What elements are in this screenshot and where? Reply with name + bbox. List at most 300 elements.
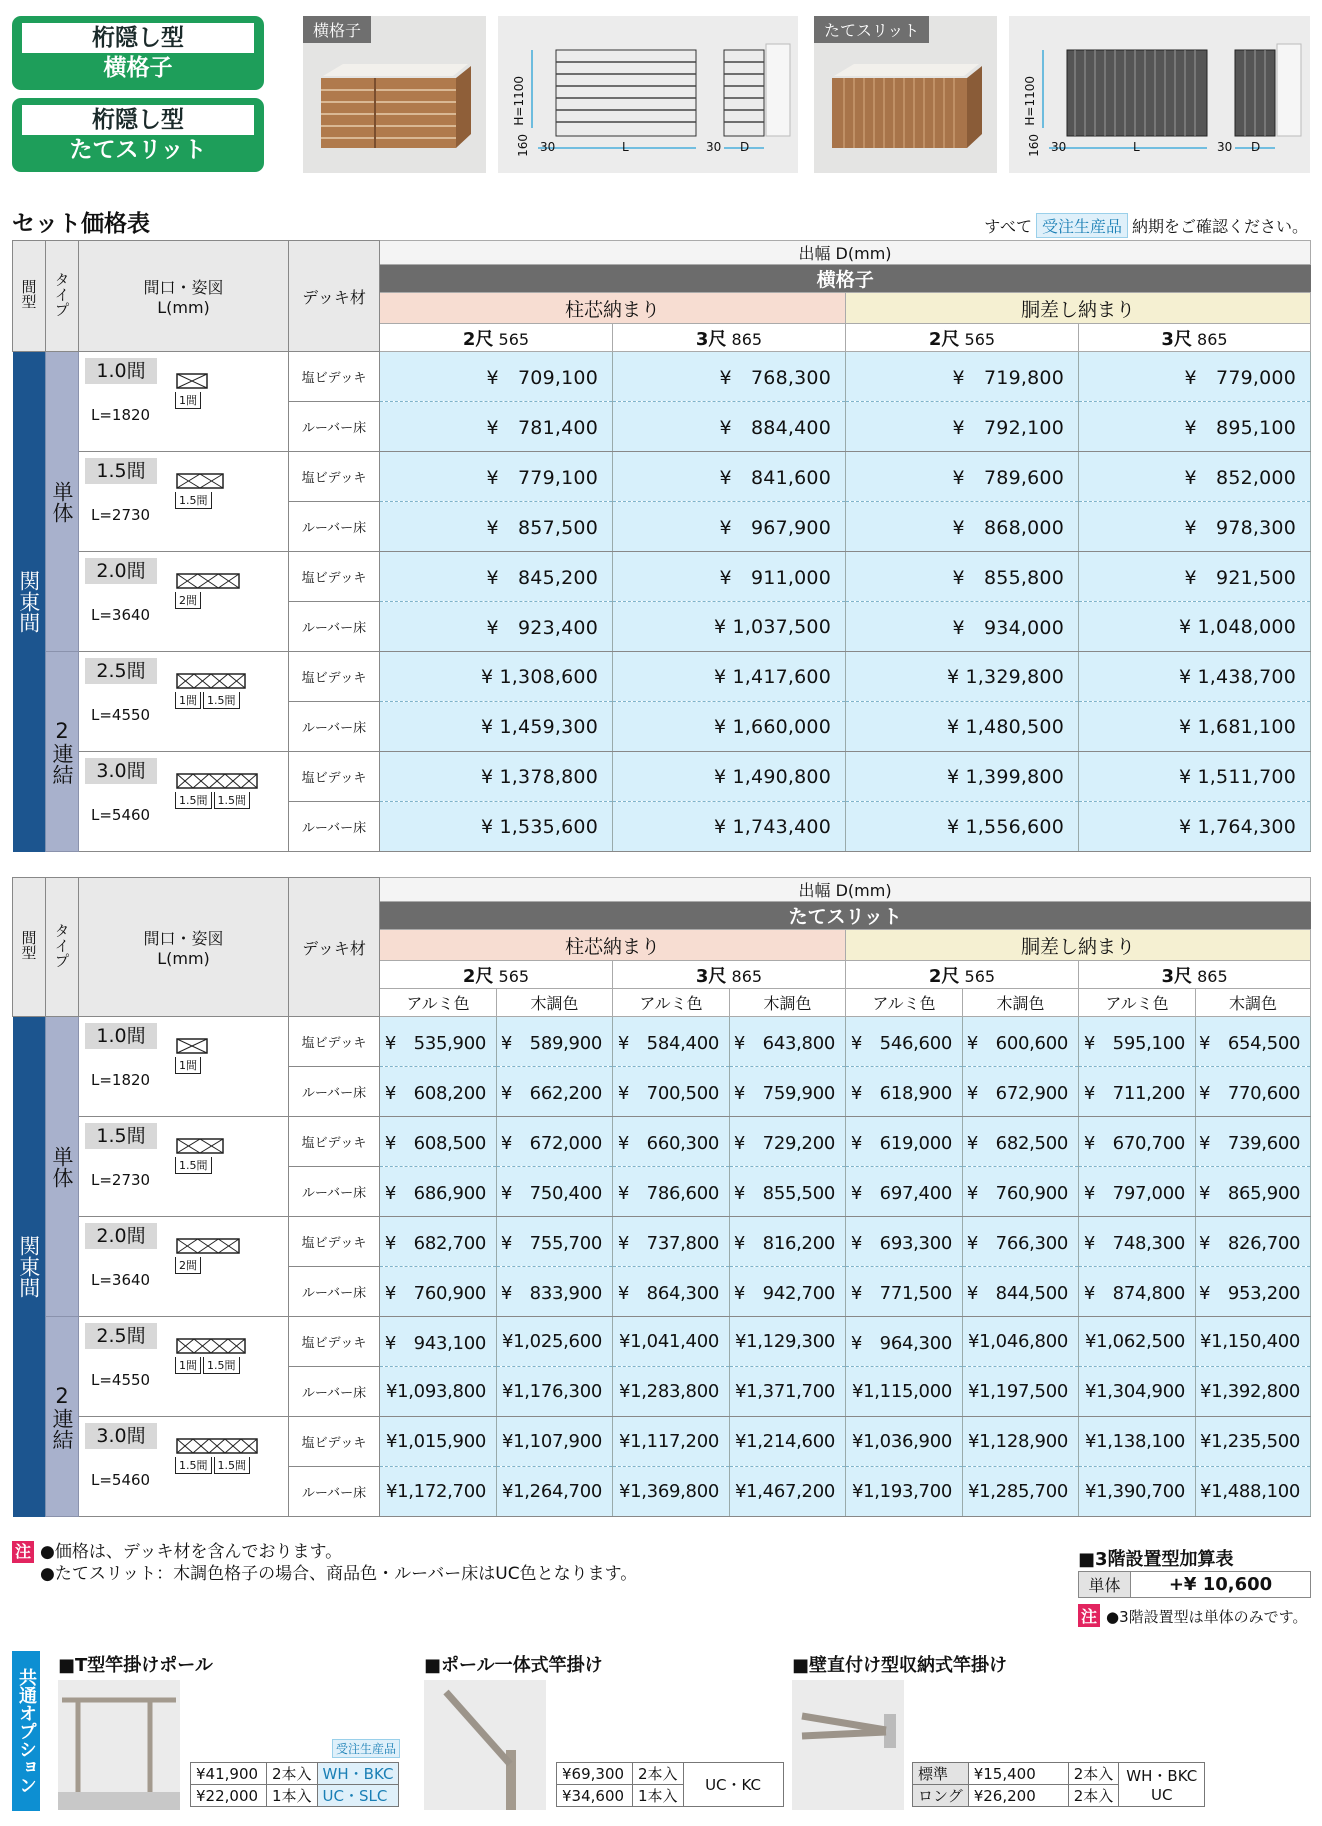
price-cell: ¥1,172,700 <box>380 1467 497 1517</box>
deck-type: 塩ビデッキ <box>289 552 380 602</box>
price-cell: ¥ 964,300 <box>846 1317 963 1367</box>
dim-l: L <box>1133 140 1140 154</box>
price-cell: ¥ 737,800 <box>613 1217 730 1267</box>
span-labels <box>175 592 201 609</box>
price-cell: ¥ 865,900 <box>1196 1167 1311 1217</box>
deck-type: ルーバー床 <box>289 1267 380 1317</box>
addon-value: +¥ 10,600 <box>1131 1572 1311 1598</box>
span-label: 1.5間 <box>175 1157 212 1174</box>
color-2: UC <box>1151 1786 1173 1804</box>
price-cell: ¥ 618,900 <box>846 1067 963 1117</box>
price-cell: ¥ 755,700 <box>497 1217 613 1267</box>
price-cell: ¥ 608,500 <box>380 1117 497 1167</box>
price-cell: ¥ 619,000 <box>846 1117 963 1167</box>
body-header: 胴差し納まり <box>846 293 1311 324</box>
price-cell: ¥ 911,000 <box>613 552 846 602</box>
price-cell: ¥1,025,600 <box>497 1317 613 1367</box>
price-cell: ¥ 711,200 <box>1079 1067 1196 1117</box>
color-col-header: アルミ色 <box>1079 989 1196 1017</box>
price-cell: ¥ 1,681,100 <box>1079 702 1311 752</box>
price-cell: ¥1,176,300 <box>497 1367 613 1417</box>
price-cell: ¥ 857,500 <box>380 502 613 552</box>
size-length: L=4550 <box>91 706 151 724</box>
span-label: 2間 <box>175 592 201 609</box>
tag-line1: 桁隠し型 <box>22 23 254 53</box>
pole-integrated-price-table <box>556 1762 784 1807</box>
price-cell: ¥ 1,743,400 <box>613 802 846 852</box>
col-head-subtype: タイプ <box>46 878 79 1017</box>
color-1: WH・BKC <box>1126 1767 1198 1785</box>
price-cell: ¥ 660,300 <box>613 1117 730 1167</box>
addon-title: ■3階設置型加算表 <box>1078 1549 1234 1570</box>
deck-type: ルーバー床 <box>289 402 380 452</box>
dim-base: 160 <box>516 134 530 157</box>
color: WH・BKC <box>317 1763 399 1785</box>
qty: 2本入 <box>1068 1763 1119 1785</box>
col-head-size: 間口・姿図 L(mm) <box>79 878 289 1017</box>
price-cell: ¥ 895,100 <box>1079 402 1311 452</box>
body-header: 胴差し納まり <box>846 930 1311 961</box>
size-label: 2.5間 <box>85 1323 157 1349</box>
single-label: 単体 <box>46 352 79 652</box>
deck-type: 塩ビデッキ <box>289 1017 380 1067</box>
price-cell: ¥ 943,100 <box>380 1317 497 1367</box>
size-label: 1.5間 <box>85 458 157 484</box>
note-1: ●価格は、デッキ材を含んでおります。 <box>40 1542 343 1562</box>
deck-type: 塩ビデッキ <box>289 1117 380 1167</box>
price-cell: ¥1,128,900 <box>963 1417 1079 1467</box>
size-cell <box>79 1217 289 1317</box>
double-label: 2連結 <box>46 652 79 852</box>
color-col-header: 木調色 <box>497 989 613 1017</box>
price-cell: ¥ 855,500 <box>730 1167 846 1217</box>
depth-header: 出幅 D(mm) <box>380 878 1311 902</box>
style-header: 横格子 <box>380 265 1311 293</box>
span-label: 1.5間 <box>203 692 240 709</box>
price-cell: ¥1,214,600 <box>730 1417 846 1467</box>
price-cell: ¥1,488,100 <box>1196 1467 1311 1517</box>
deck-type: 塩ビデッキ <box>289 452 380 502</box>
col-head-deck: デッキ材 <box>289 241 380 352</box>
price-cell: ¥ 1,438,700 <box>1079 652 1311 702</box>
size-label: 2.0間 <box>85 1223 157 1249</box>
size-cell <box>79 1417 289 1517</box>
order-note <box>984 213 1308 238</box>
price-cell: ¥ 845,200 <box>380 552 613 602</box>
dim-left: 30 <box>540 140 556 154</box>
price-cell: ¥ 643,800 <box>730 1017 846 1067</box>
wall-hanger-image <box>792 1680 904 1810</box>
size-cell <box>79 1317 289 1417</box>
color-col-header: アルミ色 <box>613 989 730 1017</box>
price: ¥22,000 <box>191 1785 267 1807</box>
t-pole-icon <box>58 1680 180 1810</box>
price-cell: ¥1,304,900 <box>1079 1367 1196 1417</box>
price-cell: ¥ 1,480,500 <box>846 702 1079 752</box>
pole-integrated-icon <box>424 1680 546 1810</box>
color <box>1119 1763 1205 1807</box>
price-cell: ¥ 771,500 <box>846 1267 963 1317</box>
price-cell: ¥ 535,900 <box>380 1017 497 1067</box>
depth-col-header: 3尺 865 <box>613 324 846 352</box>
span-label: 1間 <box>175 1057 201 1074</box>
deck-type: 塩ビデッキ <box>289 1417 380 1467</box>
price-cell: ¥ 868,000 <box>846 502 1079 552</box>
dim-left: 30 <box>1051 140 1067 154</box>
diagram-horizontal <box>498 16 798 173</box>
color-col-header: 木調色 <box>1196 989 1311 1017</box>
price-cell: ¥1,369,800 <box>613 1467 730 1517</box>
price-cell: ¥1,392,800 <box>1196 1367 1311 1417</box>
span-labels <box>175 692 240 709</box>
price-cell: ¥ 600,600 <box>963 1017 1079 1067</box>
dim-d: D <box>740 140 750 154</box>
span-label: 1間 <box>175 692 201 709</box>
span-labels <box>175 392 201 409</box>
price-cell: ¥1,062,500 <box>1079 1317 1196 1367</box>
span-label: 1.5間 <box>175 1457 212 1474</box>
price-cell: ¥ 700,500 <box>613 1067 730 1117</box>
price-cell: ¥ 589,900 <box>497 1017 613 1067</box>
price-cell: ¥ 697,400 <box>846 1167 963 1217</box>
size-length: L=1820 <box>91 406 151 424</box>
span-labels <box>175 1057 201 1074</box>
wall-hanger-icon <box>792 1680 904 1810</box>
wall-price-table <box>912 1762 1205 1807</box>
span-label: 2間 <box>175 1257 201 1274</box>
deck-type: 塩ビデッキ <box>289 1317 380 1367</box>
price: ¥41,900 <box>191 1763 267 1785</box>
dim-right: 30 <box>706 140 722 154</box>
deck-type: ルーバー床 <box>289 1467 380 1517</box>
made-to-order-badge: 受注生産品 <box>1036 213 1128 238</box>
price-cell: ¥ 1,490,800 <box>613 752 846 802</box>
size-cell <box>79 752 289 852</box>
span-label: 1.5間 <box>175 792 212 809</box>
tag-line2: 横格子 <box>103 55 173 81</box>
t-pole-price-table <box>190 1762 399 1807</box>
color-col-header: アルミ色 <box>846 989 963 1017</box>
price-cell: ¥ 584,400 <box>613 1017 730 1067</box>
price-cell: ¥ 766,300 <box>963 1217 1079 1267</box>
photo-slit <box>814 16 997 173</box>
price-cell: ¥ 978,300 <box>1079 502 1311 552</box>
style-header: たてスリット <box>380 902 1311 930</box>
price-cell: ¥1,117,200 <box>613 1417 730 1467</box>
section-title: セット価格表 <box>12 211 150 237</box>
size-length: L=5460 <box>91 1471 151 1489</box>
depth-col-header: 2尺 565 <box>380 961 613 989</box>
price-cell: ¥1,197,500 <box>963 1367 1079 1417</box>
note-pre: すべて <box>984 217 1032 236</box>
price-cell: ¥1,115,000 <box>846 1367 963 1417</box>
double-label: 2連結 <box>46 1317 79 1517</box>
price-cell: ¥1,107,900 <box>497 1417 613 1467</box>
size-cell <box>79 452 289 552</box>
price: ¥34,600 <box>557 1785 633 1807</box>
size-cell <box>79 552 289 652</box>
size-cell <box>79 652 289 752</box>
price-cell: ¥1,235,500 <box>1196 1417 1311 1467</box>
size-cell <box>79 1117 289 1217</box>
price-cell: ¥ 841,600 <box>613 452 846 502</box>
col-head-subtype: タイプ <box>46 241 79 352</box>
note-mark: 注 <box>1078 1604 1100 1627</box>
size-label: 2.0間 <box>85 558 157 584</box>
depth-col-header: 3尺 865 <box>1079 961 1311 989</box>
deck-type: ルーバー床 <box>289 1167 380 1217</box>
dim-h: H=1100 <box>1023 76 1037 126</box>
span-label: 1.5間 <box>175 492 212 509</box>
deck-type: ルーバー床 <box>289 802 380 852</box>
price-cell: ¥ 1,329,800 <box>846 652 1079 702</box>
price-cell: ¥ 693,300 <box>846 1217 963 1267</box>
price-cell: ¥ 874,800 <box>1079 1267 1196 1317</box>
price-cell: ¥ 768,300 <box>613 352 846 402</box>
price-cell: ¥ 816,200 <box>730 1217 846 1267</box>
price-table-horizontal <box>12 240 1311 852</box>
deck-type: ルーバー床 <box>289 1067 380 1117</box>
size-length: L=3640 <box>91 1271 151 1289</box>
span-label: 1.5間 <box>214 1457 251 1474</box>
price-cell: ¥ 855,800 <box>846 552 1079 602</box>
price-cell: ¥ 1,037,500 <box>613 602 846 652</box>
deck-type: ルーバー床 <box>289 702 380 752</box>
deck-type: 塩ビデッキ <box>289 352 380 402</box>
photo-label: 横格子 <box>303 16 371 43</box>
size-label: 1.5間 <box>85 1123 157 1149</box>
price-cell: ¥ 797,000 <box>1079 1167 1196 1217</box>
photo-horizontal <box>303 16 486 173</box>
span-labels <box>175 1457 250 1474</box>
depth-col-header: 3尺 865 <box>1079 324 1311 352</box>
price-cell: ¥1,138,100 <box>1079 1417 1196 1467</box>
price-cell: ¥ 595,100 <box>1079 1017 1196 1067</box>
price-cell: ¥ 719,800 <box>846 352 1079 402</box>
price-cell: ¥1,015,900 <box>380 1417 497 1467</box>
notes <box>12 1541 637 1585</box>
dim-h: H=1100 <box>512 76 526 126</box>
price-cell: ¥ 852,000 <box>1079 452 1311 502</box>
span-labels <box>175 792 250 809</box>
price-cell: ¥ 1,417,600 <box>613 652 846 702</box>
price-cell: ¥ 1,378,800 <box>380 752 613 802</box>
depth-col-header: 2尺 565 <box>846 324 1079 352</box>
dim-right: 30 <box>1217 140 1233 154</box>
span-label: 1.5間 <box>214 792 251 809</box>
size-length: L=2730 <box>91 1171 151 1189</box>
addon-label: 単体 <box>1079 1572 1131 1598</box>
price-cell: ¥ 833,900 <box>497 1267 613 1317</box>
price-cell: ¥1,150,400 <box>1196 1317 1311 1367</box>
price-cell: ¥1,264,700 <box>497 1467 613 1517</box>
price-cell: ¥ 759,900 <box>730 1067 846 1117</box>
grade: ロング <box>913 1785 969 1807</box>
col-head-size: 間口・姿図 L(mm) <box>79 241 289 352</box>
size-label: 1.0間 <box>85 358 157 384</box>
size-cell <box>79 1017 289 1117</box>
single-label: 単体 <box>46 1017 79 1317</box>
dim-base: 160 <box>1027 134 1041 157</box>
qty: 1本入 <box>267 1785 318 1807</box>
price-cell: ¥1,283,800 <box>613 1367 730 1417</box>
price-cell: ¥ 682,700 <box>380 1217 497 1267</box>
option-wall-title: ■壁直付け型収納式竿掛け <box>792 1655 1008 1676</box>
price-cell: ¥ 1,556,600 <box>846 802 1079 852</box>
deck-type: ルーバー床 <box>289 502 380 552</box>
note-2: ●たてスリット：木調色格子の場合、商品色・ルーバー床はUC色となります。 <box>40 1564 638 1584</box>
price-cell: ¥ 670,700 <box>1079 1117 1196 1167</box>
price-cell: ¥ 760,900 <box>380 1267 497 1317</box>
size-length: L=3640 <box>91 606 151 624</box>
diagram-slit <box>1009 16 1310 173</box>
grade: 標準 <box>913 1763 969 1785</box>
price-cell: ¥ 779,000 <box>1079 352 1311 402</box>
price-cell: ¥ 942,700 <box>730 1267 846 1317</box>
span-label: 1間 <box>175 1357 201 1374</box>
price-cell: ¥ 739,600 <box>1196 1117 1311 1167</box>
tag-slit <box>12 98 264 172</box>
price-cell: ¥ 672,900 <box>963 1067 1079 1117</box>
price-cell: ¥1,046,800 <box>963 1317 1079 1367</box>
note-post: 納期をご確認ください。 <box>1131 217 1308 236</box>
color-col-header: 木調色 <box>730 989 846 1017</box>
price-cell: ¥1,036,900 <box>846 1417 963 1467</box>
price-cell: ¥ 1,048,000 <box>1079 602 1311 652</box>
price: ¥15,400 <box>968 1763 1068 1785</box>
tag-line2: たてスリット <box>69 137 207 163</box>
price-cell: ¥ 608,200 <box>380 1067 497 1117</box>
size-length: L=1820 <box>91 1071 151 1089</box>
price-cell: ¥ 921,500 <box>1079 552 1311 602</box>
color-col-header: 木調色 <box>963 989 1079 1017</box>
pole-integrated-image <box>424 1680 546 1810</box>
price-cell: ¥ 1,459,300 <box>380 702 613 752</box>
span-label: 1.5間 <box>203 1357 240 1374</box>
color: UC・SLC <box>317 1785 399 1807</box>
note-mark: 注 <box>12 1541 34 1563</box>
span-labels <box>175 1357 240 1374</box>
price-cell: ¥ 1,511,700 <box>1079 752 1311 802</box>
price-cell: ¥ 934,000 <box>846 602 1079 652</box>
qty: 1本入 <box>633 1785 684 1807</box>
price-table-slit <box>12 877 1311 1517</box>
size-length: L=5460 <box>91 806 151 824</box>
price-cell: ¥ 709,100 <box>380 352 613 402</box>
addon-table <box>1078 1571 1311 1598</box>
deck-type: ルーバー床 <box>289 602 380 652</box>
pillar-header: 柱芯納まり <box>380 293 846 324</box>
qty: 2本入 <box>633 1763 684 1785</box>
price-cell: ¥ 923,400 <box>380 602 613 652</box>
price-cell: ¥ 953,200 <box>1196 1267 1311 1317</box>
price-cell: ¥1,129,300 <box>730 1317 846 1367</box>
price-cell: ¥ 682,500 <box>963 1117 1079 1167</box>
depth-header: 出幅 D(mm) <box>380 241 1311 265</box>
dim-l: L <box>622 140 629 154</box>
tag-horizontal <box>12 16 264 90</box>
price-cell: ¥1,371,700 <box>730 1367 846 1417</box>
price-cell: ¥1,041,400 <box>613 1317 730 1367</box>
price-cell: ¥ 789,600 <box>846 452 1079 502</box>
kanto-label: 関東間 <box>13 1017 46 1517</box>
price: ¥26,200 <box>968 1785 1068 1807</box>
color: UC・KC <box>683 1763 783 1807</box>
col-head-type: 間型 <box>13 241 46 352</box>
size-label: 3.0間 <box>85 1423 157 1449</box>
price-cell: ¥1,467,200 <box>730 1467 846 1517</box>
addon-note-text: ●3階設置型は単体のみです。 <box>1106 1608 1308 1626</box>
price-cell: ¥ 967,900 <box>613 502 846 552</box>
photo-label: たてスリット <box>814 16 929 43</box>
addon-note <box>1078 1604 1307 1627</box>
depth-col-header: 2尺 565 <box>380 324 613 352</box>
pillar-header: 柱芯納まり <box>380 930 846 961</box>
span-labels <box>175 492 212 509</box>
price-cell: ¥ 864,300 <box>613 1267 730 1317</box>
price-cell: ¥1,193,700 <box>846 1467 963 1517</box>
price-cell: ¥ 760,900 <box>963 1167 1079 1217</box>
color-col-header: アルミ色 <box>380 989 497 1017</box>
deck-type: 塩ビデッキ <box>289 1217 380 1267</box>
deck-type: ルーバー床 <box>289 1367 380 1417</box>
dim-d: D <box>1251 140 1261 154</box>
price-cell: ¥ 1,399,800 <box>846 752 1079 802</box>
size-label: 3.0間 <box>85 758 157 784</box>
price-cell: ¥ 770,600 <box>1196 1067 1311 1117</box>
size-label: 1.0間 <box>85 1023 157 1049</box>
options-side-label: 共通オプション <box>12 1651 40 1811</box>
kanto-label: 関東間 <box>13 352 46 852</box>
t-pole-image <box>58 1680 180 1810</box>
price-cell: ¥ 826,700 <box>1196 1217 1311 1267</box>
span-labels <box>175 1257 201 1274</box>
price-cell: ¥ 1,660,000 <box>613 702 846 752</box>
price-cell: ¥ 672,000 <box>497 1117 613 1167</box>
price-cell: ¥ 686,900 <box>380 1167 497 1217</box>
price-cell: ¥1,390,700 <box>1079 1467 1196 1517</box>
price-cell: ¥ 1,308,600 <box>380 652 613 702</box>
col-head-deck: デッキ材 <box>289 878 380 1017</box>
price-cell: ¥ 781,400 <box>380 402 613 452</box>
price-cell: ¥ 662,200 <box>497 1067 613 1117</box>
depth-col-header: 2尺 565 <box>846 961 1079 989</box>
price-cell: ¥ 792,100 <box>846 402 1079 452</box>
price-cell: ¥ 844,500 <box>963 1267 1079 1317</box>
price-cell: ¥ 546,600 <box>846 1017 963 1067</box>
size-length: L=2730 <box>91 506 151 524</box>
price-cell: ¥ 1,535,600 <box>380 802 613 852</box>
price-cell: ¥ 750,400 <box>497 1167 613 1217</box>
option-badge: 受注生産品 <box>332 1739 400 1758</box>
price-cell: ¥ 654,500 <box>1196 1017 1311 1067</box>
price-cell: ¥ 729,200 <box>730 1117 846 1167</box>
qty: 2本入 <box>267 1763 318 1785</box>
deck-type: 塩ビデッキ <box>289 752 380 802</box>
option-t-pole-title: ■T型竿掛けポール <box>58 1655 213 1676</box>
col-head-type: 間型 <box>13 878 46 1017</box>
deck-type: 塩ビデッキ <box>289 652 380 702</box>
tag-line1: 桁隠し型 <box>22 105 254 135</box>
span-labels <box>175 1157 212 1174</box>
price-cell: ¥1,093,800 <box>380 1367 497 1417</box>
price-cell: ¥ 779,100 <box>380 452 613 502</box>
size-cell <box>79 352 289 452</box>
size-length: L=4550 <box>91 1371 151 1389</box>
price-cell: ¥ 1,764,300 <box>1079 802 1311 852</box>
price-cell: ¥1,285,700 <box>963 1467 1079 1517</box>
price-cell: ¥ 748,300 <box>1079 1217 1196 1267</box>
